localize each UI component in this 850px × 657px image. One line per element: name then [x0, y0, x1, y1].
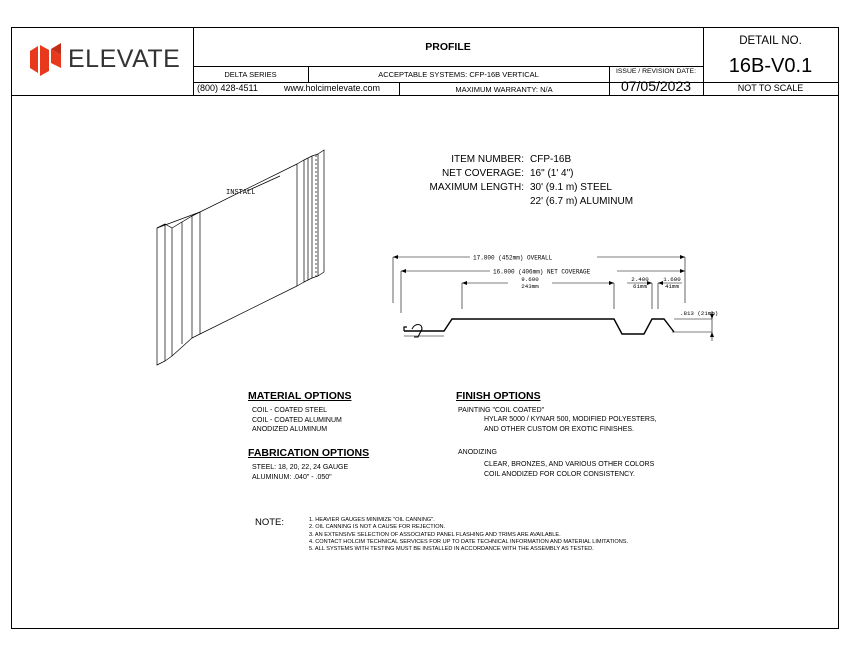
material-options-list	[252, 406, 342, 435]
max-length-aluminum: 22' (6.7 m) ALUMINUM	[530, 196, 634, 207]
depth-dimension: .813 (21mm)	[680, 310, 719, 317]
rib-width-inches: 2.400	[631, 276, 649, 283]
elevate-logo-icon	[29, 42, 63, 76]
profile-section-drawing	[382, 243, 727, 343]
item-number-value: CFP-16B	[530, 154, 572, 165]
note-item: 2. OIL CANNING IS NOT A CAUSE FOR REJECTION.	[309, 524, 446, 531]
net-coverage-dimension: 16.000 (406mm) NET COVERAGE	[493, 268, 591, 276]
title-row-divider	[193, 66, 703, 67]
painting-line: AND OTHER CUSTOM OR EXOTIC FINISHES.	[484, 425, 634, 433]
fabrication-option-item: STEEL: 18, 20, 22, 24 GAUGE	[252, 464, 349, 471]
painting-line: HYLAR 5000 / KYNAR 500, MODIFIED POLYESTERS,	[484, 416, 657, 423]
top-width-mm: 41mm	[665, 283, 679, 290]
painting-details	[484, 415, 657, 434]
issue-date: 07/05/2023	[620, 78, 692, 94]
notes-label: NOTE:	[255, 517, 285, 528]
notes-list	[309, 517, 628, 553]
note-item: 1. HEAVIER GAUGES MINIMIZE "OIL CANNING".	[309, 517, 435, 523]
net-coverage-value: 16" (1' 4")	[530, 168, 574, 179]
detail-number: 16B-V0.1	[728, 55, 813, 77]
net-coverage-label: NET COVERAGE:	[441, 168, 524, 179]
anodizing-line: CLEAR, BRONZES, AND VARIOUS OTHER COLORS	[484, 461, 655, 468]
overall-dimension: 17.800 (452mm) OVERALL	[473, 254, 553, 262]
brand-name: ELEVATE	[68, 45, 181, 73]
logo-divider	[193, 28, 194, 95]
top-width-inches: 1.600	[663, 276, 681, 283]
finish-options-heading: FINISH OPTIONS	[456, 390, 541, 402]
website: www.holcimelevate.com	[284, 83, 381, 93]
rib-width-mm: 61mm	[633, 283, 647, 290]
install-label: INSTALL	[226, 189, 256, 197]
fabrication-options-list	[252, 463, 348, 482]
panel-isometric-drawing	[152, 136, 332, 376]
note-item: 3. AN EXTENSIVE SELECTION OF ASSOCIATED PANEL FLASHING AND TRIMS ARE AVAILABLE.	[309, 531, 561, 538]
fabrication-options-heading: FABRICATION OPTIONS	[248, 447, 370, 459]
maximum-warranty: MAXIMUM WARRANTY: N/A	[455, 85, 553, 94]
material-option-item: COIL - COATED ALUMINUM	[252, 416, 342, 424]
phone-number: (800) 428-4511	[197, 83, 258, 93]
fabrication-option-item: ALUMINUM: .040" - .050"	[252, 473, 332, 481]
issue-label: ISSUE / REVISION DATE:	[616, 68, 696, 75]
drawing-sheet	[11, 27, 839, 629]
flat-width-mm: 243mm	[521, 283, 539, 290]
max-length-steel: 30' (9.1 m) STEEL	[530, 182, 612, 193]
acceptable-systems: ACCEPTABLE SYSTEMS: CFP-16B VERTICAL	[378, 70, 539, 79]
flat-width-inches: 9.600	[521, 276, 539, 283]
material-option-item: COIL - COATED STEEL	[252, 407, 328, 414]
anodizing-title: ANODIZING	[458, 449, 497, 456]
max-length-label: MAXIMUM LENGTH:	[429, 182, 524, 193]
title-block-bottom-border	[12, 95, 838, 96]
anodizing-line: COIL ANODIZED FOR COLOR CONSISTENCY.	[484, 470, 635, 478]
series-name: DELTA SERIES	[224, 70, 277, 79]
anodizing-details	[484, 460, 654, 479]
note-item: 4. CONTACT HOLCIM TECHNICAL SERVICES FOR UP TO DATE TECHNICAL INFORMATION AND MATERIAL LIMITATIONS.	[309, 538, 629, 545]
scale-note: NOT TO SCALE	[737, 83, 804, 93]
note-item: 5. ALL SYSTEMS WITH TESTING MUST BE INSTALLED IN ACCORDANCE WITH THE ASSEMBLY AS TESTED.	[309, 546, 594, 553]
detail-label: DETAIL NO.	[739, 35, 802, 47]
material-options-heading: MATERIAL OPTIONS	[248, 390, 352, 402]
painting-title: PAINTING "COIL COATED"	[458, 407, 545, 414]
material-option-item: ANODIZED ALUMINUM	[252, 426, 328, 433]
item-number-label: ITEM NUMBER:	[451, 154, 524, 165]
sheet-title: PROFILE	[425, 41, 471, 53]
